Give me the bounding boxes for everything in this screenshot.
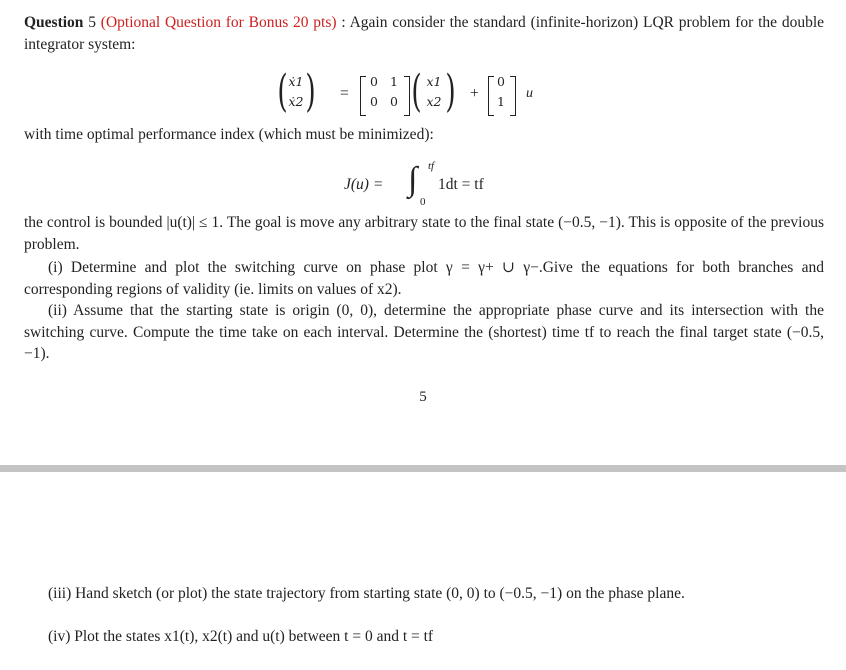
equals-sign: = <box>340 85 349 102</box>
lhs-x2dot: ẋ2 <box>288 94 304 109</box>
cost-equation <box>340 160 540 212</box>
question-intro <box>24 12 824 55</box>
cost-lhs: J(u) = <box>344 176 384 193</box>
question-label: Question <box>24 14 84 31</box>
integrand: 1dt = tf <box>438 176 484 193</box>
matrix-a-right-bracket <box>404 76 410 116</box>
part-ii-text: (ii) Assume that the starting state is origin (0, 0), determine the appropriate phase curve and its intersection with the switching curve. Compute the time take on each interval. Determine the (shortest) time tf to reach the final target state (−0.5, −1). <box>24 302 824 362</box>
matrix-a-21: 0 <box>370 94 378 109</box>
lhs-left-paren: ( <box>277 66 288 117</box>
matrix-b-2: 1 <box>497 94 505 109</box>
page-separator <box>0 465 846 472</box>
integral-sign: ∫ <box>408 161 418 198</box>
bonus-label: (Optional Question for Bonus 20 pts) <box>100 14 337 31</box>
plus-sign: + <box>470 85 479 102</box>
integral-lower-limit: 0 <box>420 196 426 208</box>
part-iii-text: (iii) Hand sketch (or plot) the state trajectory from starting state (0, 0) to (−0.5, −1) on the phase plane. <box>48 585 685 602</box>
state-x1: x1 <box>426 74 442 89</box>
lhs-right-paren: ) <box>305 66 316 117</box>
part-i-text: (i) Determine and plot the switching curve on phase plot γ = γ+ ∪ γ−.Give the equations for both branches and corresponding regions of validity (ie. limits on values of x2). <box>24 259 824 298</box>
question-intro-text: : Again consider the standard (infinite-horizon) LQR problem for the double integrator system: <box>24 14 825 53</box>
matrix-a-12: 1 <box>390 74 398 89</box>
constraint-text: the control is bounded |u(t)| ≤ 1. The goal is move any arbitrary state to the final state (−0.5, −1). This is opposite of the previous problem. <box>24 214 824 253</box>
part-iv-text: (iv) Plot the states x1(t), x2(t) and u(t) between t = 0 and t = tf <box>48 628 434 645</box>
matrix-b-1: 0 <box>497 74 505 89</box>
page-number: 5 <box>419 389 427 405</box>
performance-index-text: with time optimal performance index (which must be minimized): <box>24 126 434 143</box>
matrix-a-22: 0 <box>390 94 398 109</box>
question-number: 5 <box>88 14 96 31</box>
state-left-paren: ( <box>411 66 422 117</box>
integral-upper-limit: tf <box>428 160 435 172</box>
matrix-b-right-bracket <box>510 76 516 116</box>
state-x2: x2 <box>426 94 442 109</box>
input-u: u <box>526 86 533 101</box>
lhs-x1dot: ẋ1 <box>288 74 304 89</box>
state-equation <box>270 68 590 120</box>
state-right-paren: ) <box>445 66 456 117</box>
matrix-a-11: 0 <box>370 74 378 89</box>
